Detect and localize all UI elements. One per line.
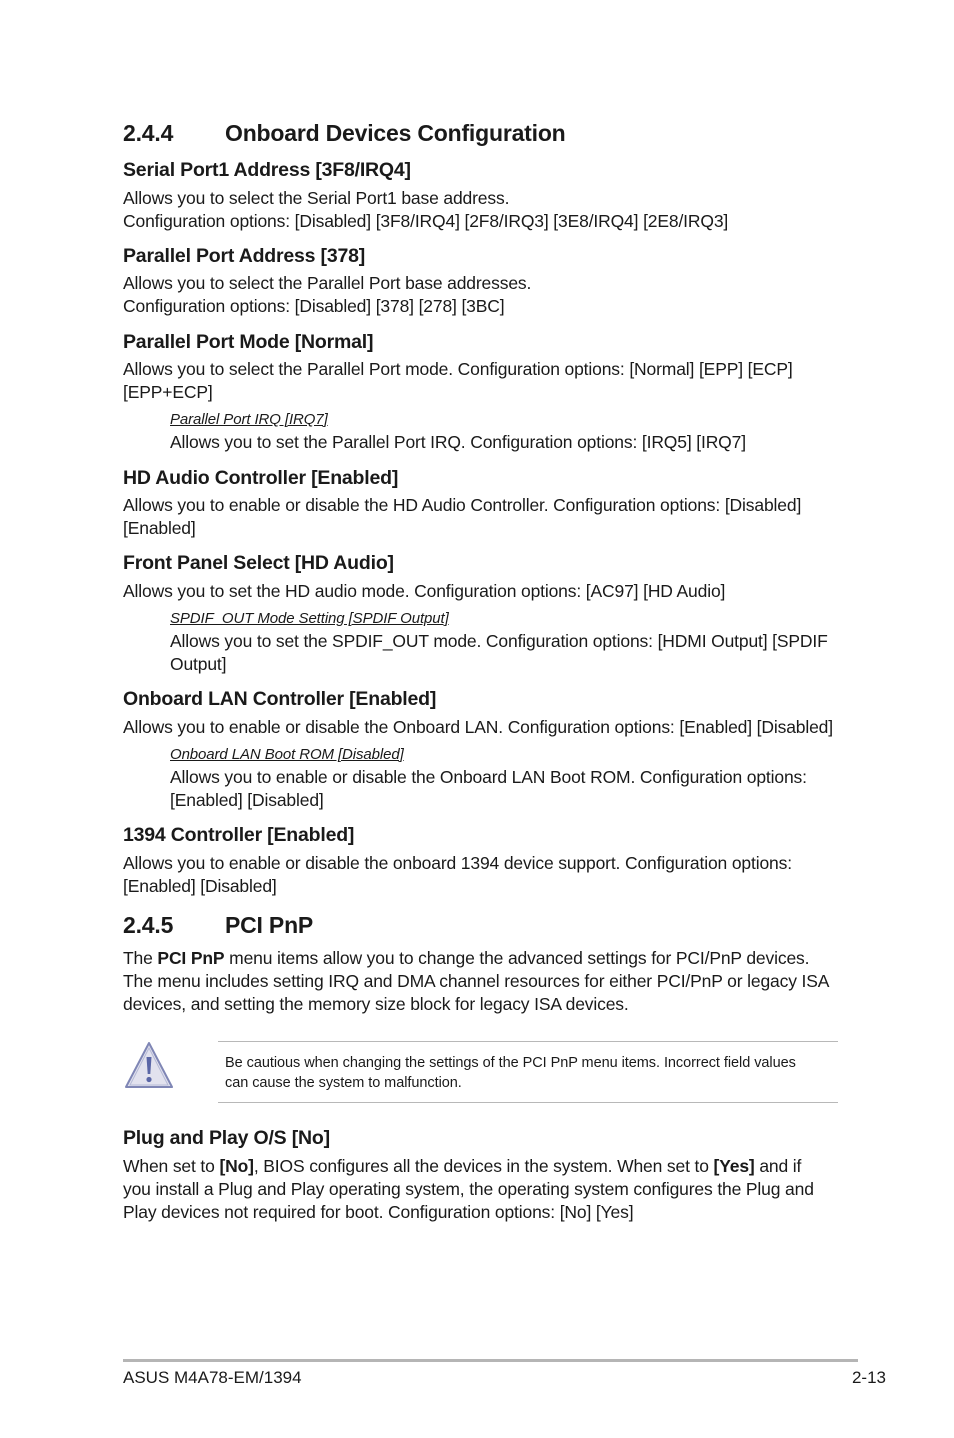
plug-play-description [123,1155,814,1224]
parallel-mode-description [123,358,793,404]
parallel-mode-title: Parallel Port Mode [Normal] [123,331,374,353]
plug-play-text: , BIOS configures all the devices in the system. When set to [253,1156,714,1176]
pnp-intro-text: menu items allow you to change the advanced settings for PCI/PnP devices. [224,948,810,968]
footer-page-number: 2-13 [851,1368,886,1387]
hd-audio-title: HD Audio Controller [Enabled] [123,467,399,489]
pnp-intro-text: The [123,948,158,968]
pnp-intro-bold: PCI PnP [157,948,225,968]
caution-note [218,1041,838,1103]
serial-port-description [123,187,728,233]
c1394-line-1: Allows you to enable or disable the onboard 1394 device support. Configuration options: [123,853,792,873]
plug-play-title: Plug and Play O/S [No] [123,1127,330,1149]
c1394-title: 1394 Controller [Enabled] [123,824,355,846]
warning-triangle-icon [123,1040,175,1090]
c1394-line-2: [Enabled] [Disabled] [123,876,277,896]
plug-play-text: and if [754,1156,802,1176]
hd-audio-description [123,494,801,540]
serial-port-title: Serial Port1 Address [3F8/IRQ4] [123,159,411,181]
parallel-address-line-1: Allows you to select the Parallel Port base addresses. [123,273,532,293]
lan-boot-description [170,766,807,812]
pnp-intro [123,947,829,1016]
pnp-intro-line-1 [123,947,829,970]
c1394-description [123,852,792,898]
section-number: 2.4.5 [123,912,174,938]
front-panel-title: Front Panel Select [HD Audio] [123,552,394,574]
lan-boot-title: Onboard LAN Boot ROM [Disabled] [170,746,404,763]
parallel-address-title: Parallel Port Address [378] [123,245,366,267]
plug-play-bold: [Yes] [713,1156,755,1176]
serial-port-line-1: Allows you to select the Serial Port1 base address. [123,188,510,208]
spdif-title: SPDIF_OUT Mode Setting [SPDIF Output] [170,610,449,627]
footer-divider [123,1359,858,1362]
lan-description: Allows you to enable or disable the Onboard LAN. Configuration options: [Enabled] [Disabled] [123,717,833,737]
parallel-mode-line-2: [EPP+ECP] [123,382,213,402]
spdif-line-1: Allows you to set the SPDIF_OUT mode. Configuration options: [HDMI Output] [SPDIF [170,631,828,651]
parallel-address-line-2: Configuration options: [Disabled] [378] [278] [3BC] [123,296,505,316]
section-title: Onboard Devices Configuration [225,120,566,146]
caution-note-text [225,1053,835,1093]
front-panel-description: Allows you to set the HD audio mode. Configuration options: [AC97] [HD Audio] [123,581,726,601]
pnp-intro-line-2: The menu includes setting IRQ and DMA channel resources for either PCI/PnP or legacy ISA [123,971,830,991]
pnp-intro-line-3: devices, and setting the memory size block for legacy ISA devices. [123,994,629,1014]
hd-audio-line-2: [Enabled] [123,518,196,538]
caution-line-2: can cause the system to malfunction. [225,1075,462,1091]
plug-play-line-1 [123,1155,814,1178]
section-heading-2-4-4 [123,120,566,147]
spdif-description [170,630,828,676]
lan-boot-line-2: [Enabled] [Disabled] [170,790,324,810]
plug-play-line-2: you install a Plug and Play operating system, the operating system configures the Plug and [123,1179,814,1199]
plug-play-text: When set to [123,1156,220,1176]
footer-model: ASUS M4A78-EM/1394 [123,1368,302,1387]
lan-boot-line-1: Allows you to enable or disable the Onboard LAN Boot ROM. Configuration options: [170,767,807,787]
section-number: 2.4.4 [123,120,174,146]
serial-port-line-2: Configuration options: [Disabled] [3F8/IRQ4] [2F8/IRQ3] [3E8/IRQ4] [2E8/IRQ3] [123,211,729,231]
plug-play-bold: [No] [219,1156,254,1176]
parallel-irq-description: Allows you to set the Parallel Port IRQ. Configuration options: [IRQ5] [IRQ7] [170,432,746,452]
plug-play-line-3: Play devices not required for boot. Configuration options: [No] [Yes] [123,1202,634,1222]
spdif-line-2: Output] [170,654,227,674]
lan-title: Onboard LAN Controller [Enabled] [123,688,437,710]
hd-audio-line-1: Allows you to enable or disable the HD Audio Controller. Configuration options: [Disabled] [123,495,802,515]
parallel-mode-line-1: Allows you to select the Parallel Port mode. Configuration options: [Normal] [EPP] [ECP] [123,359,793,379]
caution-line-1: Be cautious when changing the settings of the PCI PnP menu items. Incorrect field values [225,1055,796,1071]
section-heading-2-4-5 [123,912,313,939]
parallel-irq-title: Parallel Port IRQ [IRQ7] [170,411,328,428]
section-title: PCI PnP [225,912,314,938]
parallel-address-description [123,272,531,318]
